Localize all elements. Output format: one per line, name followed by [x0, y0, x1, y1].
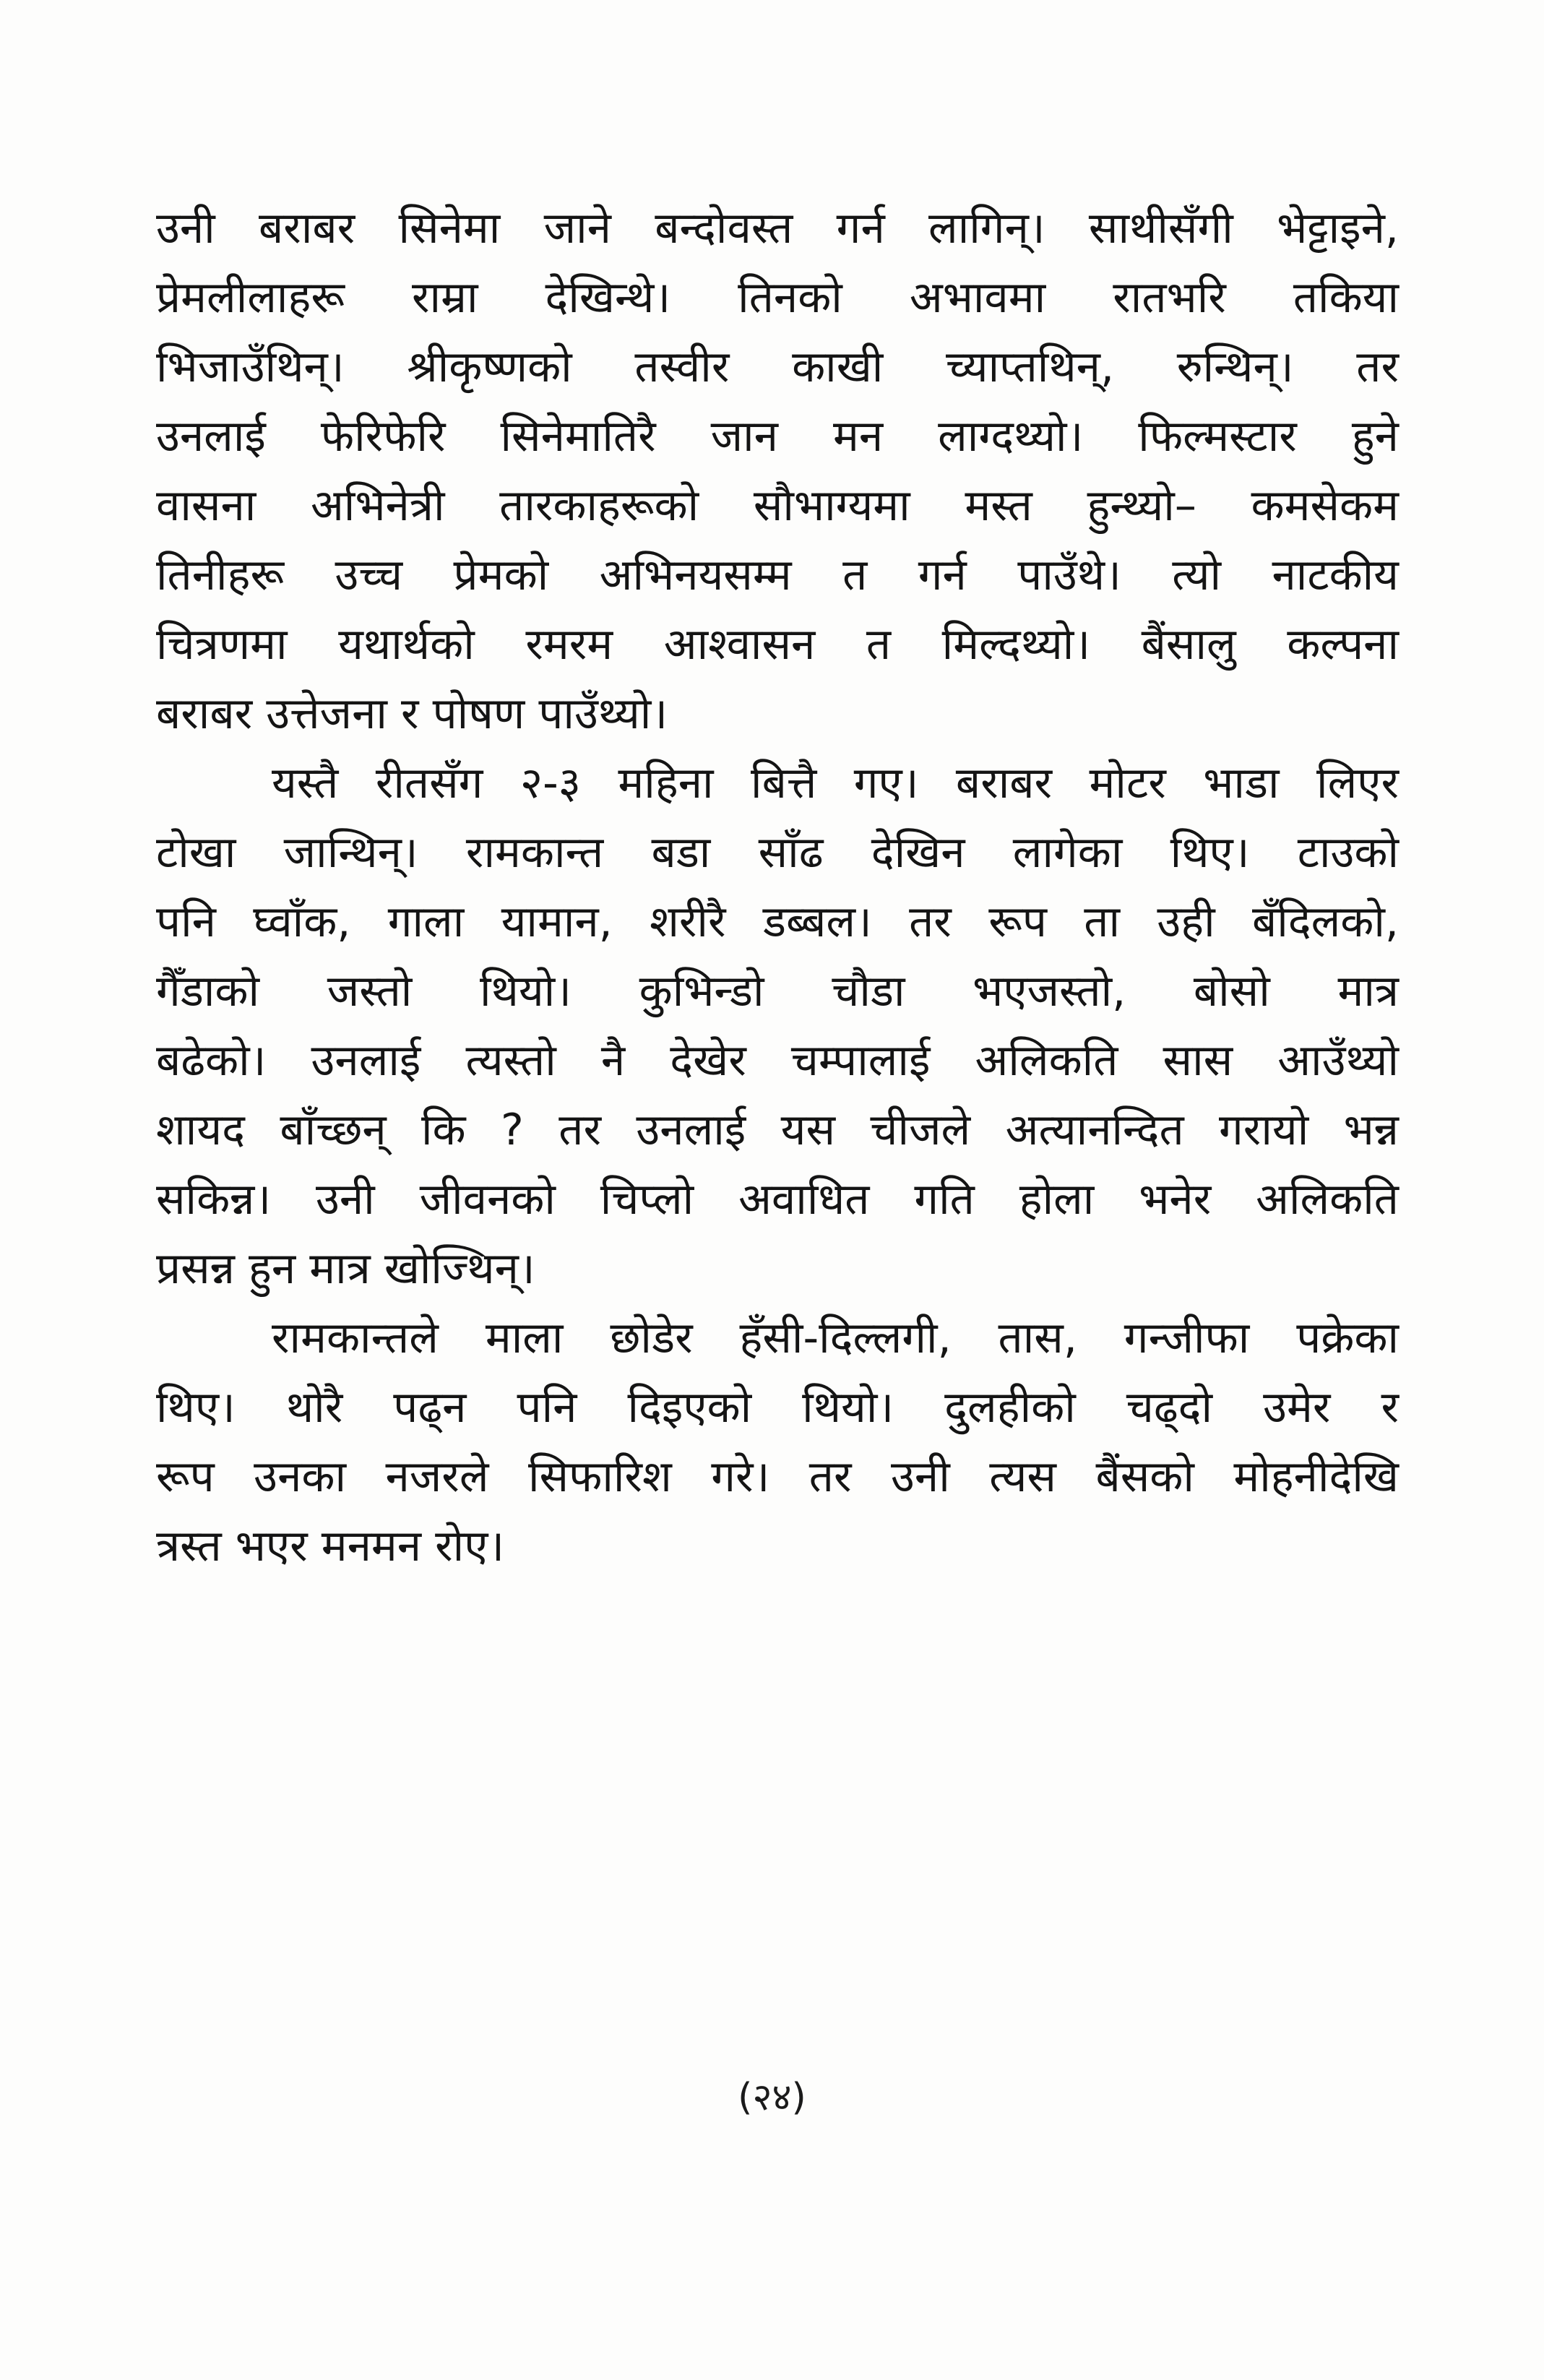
text-line: पनि घ्वाँक, गाला यामान, शरीरै डब्बल। तर रूप ता उही बँदिलको, — [156, 897, 1399, 947]
body-text — [156, 194, 1399, 1581]
text-line: गैँडाको जस्तो थियो। कुभिन्डो चौडा भएजस्तो, बोसो मात्र — [156, 966, 1399, 1017]
text-line: बढेको। उनलाई त्यस्तो नै देखेर चम्पालाई अलिकति सास आउँथ्यो — [156, 1035, 1399, 1086]
paragraph-3 — [156, 1303, 1399, 1581]
paragraph-1 — [156, 194, 1399, 749]
text-line: टोखा जान्थिन्। रामकान्त बडा साँढ देखिन लागेका थिए। टाउको — [156, 827, 1399, 878]
text-line: वासना अभिनेत्री तारकाहरूको सौभाग्यमा मस्त हुन्थ्यो– कमसेकम — [156, 480, 1399, 531]
text-line: उनलाई फेरिफेरि सिनेमातिरै जान मन लाग्दथ्यो। फिल्मस्टार हुने — [156, 411, 1399, 462]
text-line: यस्तै रीतसँग २-३ महिना बित्तै गए। बराबर मोटर भाडा लिएर — [272, 758, 1399, 809]
text-line: त्रस्त भएर मनमन रोए। — [156, 1521, 505, 1571]
text-line: प्रसन्न हुन मात्र खोज्थिन्। — [156, 1243, 535, 1294]
text-line: चित्रणमा यथार्थको रमरम आश्वासन त मिल्दथ्यो। बैंसालु कल्पना — [156, 619, 1399, 670]
paragraph-2 — [156, 749, 1399, 1303]
text-line: तिनीहरू उच्च प्रेमको अभिनयसम्म त गर्न पाउँथे। त्यो नाटकीय — [156, 550, 1399, 600]
text-line: शायद बाँच्छन् कि ? तर उनलाई यस चीजले अत्यानन्दित गरायो भन्न — [156, 1105, 1399, 1155]
page-number: (२४) — [738, 2076, 806, 2119]
text-line: सकिन्न। उनी जीवनको चिप्लो अवाधित गति होला भनेर अलिकति — [156, 1174, 1399, 1225]
text-line: रूप उनका नजरले सिफारिश गरे। तर उनी त्यस बैंसको मोहनीदेखि — [156, 1452, 1399, 1502]
text-line: उनी बराबर सिनेमा जाने बन्दोवस्त गर्न लागिन्। साथीसँगी भेट्टाइने, — [156, 203, 1399, 254]
text-line: भिजाउँथिन्। श्रीकृष्णको तस्वीर काखी च्याप्तथिन्, रुन्थिन्। तर — [156, 342, 1399, 392]
text-line: प्रेमलीलाहरू राम्रा देखिन्थे। तिनको अभावमा रातभरि तकिया — [156, 272, 1399, 323]
text-line: रामकान्तले माला छोडेर हँसी-दिल्लगी, तास, गन्जीफा पक्रेका — [272, 1313, 1399, 1363]
text-line: बराबर उत्तेजना र पोषण पाउँथ्यो। — [156, 689, 668, 739]
text-line: थिए। थोरै पढ्न पनि दिइएको थियो। दुलहीको चढ्दो उमेर र — [156, 1382, 1399, 1433]
